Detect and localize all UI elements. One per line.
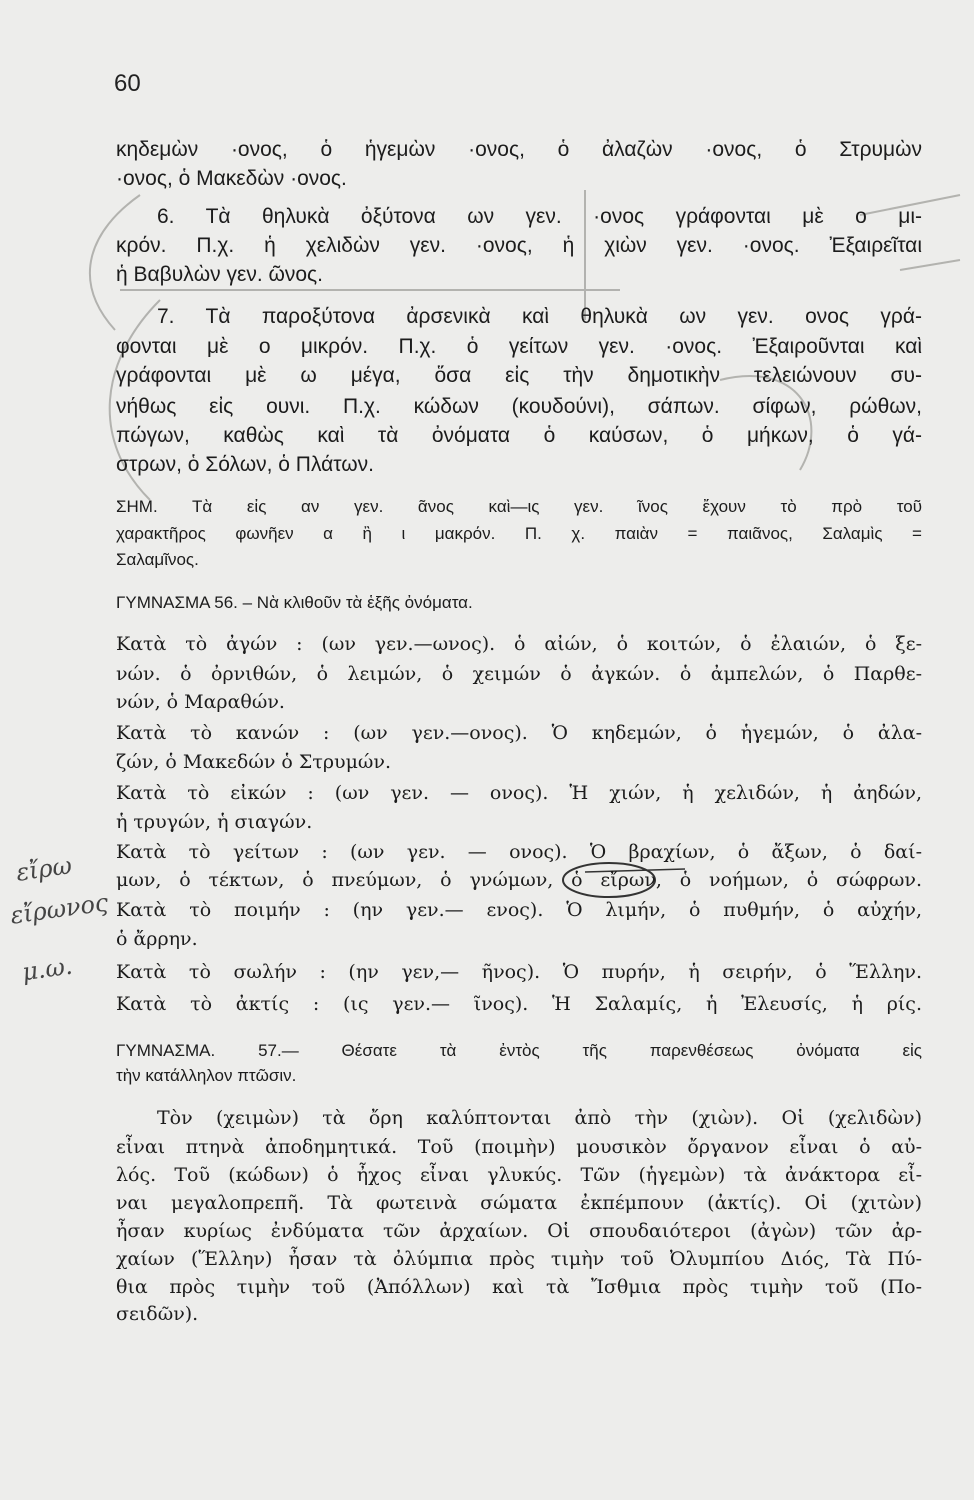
handwritten-note: εἴρω	[14, 851, 74, 887]
declension-line: Κατὰ τὸ ἀκτίς : (ις γεν.— ῖνος). Ἡ Σαλαμίς, ἡ Ἐλευσίς, ἡ ρίς.	[116, 993, 922, 1015]
exercise-text: χαίων (Ἕλλην) ἦσαν τὰ ὀλύμπια πρὸς τιμὴν τοῦ Ὀλυμπίου Διός, Τὰ Πύ-	[116, 1248, 922, 1270]
declension-line: ὁ ἄρρην.	[116, 928, 198, 950]
exercise-text: ἦσαν κυρίως ἐνδύματα τῶν ἀρχαίων. Οἱ σπουδαιότεροι (ἀγὼν) τῶν ἀρ-	[116, 1220, 922, 1242]
declension-line: μων, ὁ τέκτων, ὁ πνεύμων, ὁ γνώμων, ὁ εἴρων, ὁ νοήμων, ὁ σώφρων.	[116, 869, 922, 891]
declension-line: Κατὰ τὸ σωλήν : (ην γεν,— ῆνος). Ὁ πυρήν, ἡ σειρήν, ὁ Ἕλλην.	[116, 961, 922, 983]
declension-line: νών. ὁ ὀρνιθών, ὁ λειμών, ὁ χειμών ὁ ἀγκών. ὁ ἀμπελών, ὁ Παρθε-	[116, 663, 922, 685]
exercise-text: λός. Τοῦ (κώδων) ὁ ἦχος εἶναι γλυκύς. Τῶν (ἡγεμὼν) τὰ ἀνάκτορα εἶ-	[116, 1164, 922, 1186]
declension-line: νών, ὁ Μαραθών.	[116, 691, 285, 713]
note-line: Σαλαμῖνος.	[116, 550, 199, 569]
page-number: 60	[114, 70, 141, 97]
declension-line: Κατὰ τὸ εἰκών : (ων γεν. — ονος). Ἡ χιών, ἡ χελιδών, ἡ ἀηδών,	[116, 782, 922, 804]
exercise-text: ναι μεγαλοπρεπῆ. Τὰ φωτεινὰ σώματα ἐκπέμπουν (ἀκτίς). Οἱ (χιτὼν)	[116, 1192, 922, 1214]
text-line: στρων, ὁ Σόλων, ὁ Πλάτων.	[116, 453, 375, 476]
exercise-text: σειδῶν).	[116, 1303, 199, 1325]
exercise-heading: ΓΥΜΝΑΣΜΑ 56. – Νὰ κλιθοῦν τὰ ἑξῆς ὀνόματα.	[116, 593, 473, 612]
declension-line: Κατὰ τὸ ἀγών : (ων γεν.—ωνος). ὁ αἰών, ὁ κοιτών, ὁ ἐλαιών, ὁ ξε-	[116, 633, 922, 655]
text-line: 7. Τὰ παροξύτονα ἀρσενικὰ καὶ θηλυκὰ ων γεν. ονος γρά-	[157, 305, 922, 328]
exercise-text: θια πρὸς τιμὴν τοῦ (Ἀπόλλων) καὶ τὰ Ἴσθμια πρὸς τιμὴν τοῦ (Πο-	[116, 1276, 922, 1298]
exercise-heading: ΓΥΜΝΑΣΜΑ. 57.— Θέσατε τὰ ἐντὸς τῆς παρενθέσεως ὀνόματα εἰς	[116, 1041, 922, 1060]
handwritten-note: εἴρωνος	[8, 888, 110, 930]
text-line: κηδεμὼν ·ονος, ὁ ἡγεμὼν ·ονος, ὁ ἀλαζὼν ·ονος, ὁ Στρυμὼν	[116, 138, 922, 161]
declension-line: Κατὰ τὸ κανών : (ων γεν.—ονος). Ὁ κηδεμών, ὁ ἡγεμών, ὁ ἀλα-	[116, 722, 922, 744]
declension-line: Κατὰ τὸ ποιμήν : (ην γεν.— ενος). Ὁ λιμήν, ὁ πυθμήν, ὁ αὐχήν,	[116, 899, 922, 921]
declension-line: Κατὰ τὸ γείτων : (ων γεν. — ονος). Ὁ βραχίων, ὁ ἄξων, ὁ δαί-	[116, 841, 922, 863]
text-line: γράφονται μὲ ω μέγα, ὅσα εἰς τὴν δημοτικὴν τελειώνουν συ-	[116, 364, 922, 387]
text-line: φονται μὲ ο μικρόν. Π.χ. ὁ γείτων γεν. ·ονος. Ἐξαιροῦνται καὶ	[116, 335, 922, 358]
declension-line: ζών, ὁ Μακεδών ὁ Στρυμών.	[116, 751, 391, 773]
text-line: ἡ Βαβυλὼν γεν. ῶνος.	[116, 263, 324, 286]
text-line: πώγων, καθὼς καὶ τὰ ὀνόματα ὁ καύσων, ὁ μήκων, ὁ γά-	[116, 424, 922, 447]
exercise-line: τὴν κατάλληλον πτῶσιν.	[116, 1066, 297, 1085]
text-line: ·ονος, ὁ Μακεδὼν ·ονος.	[116, 167, 347, 190]
exercise-text: Τὸν (χειμὼν) τὰ ὄρη καλύπτονται ἀπὸ τὴν (χιὼν). Οἱ (χελιδὼν)	[157, 1107, 922, 1129]
text-line: νήθως εἰς ουνι. Π.χ. κώδων (κουδούνι), σάπων. σίφων, ρώθων,	[116, 395, 922, 418]
note-line: χαρακτῆρος φωνῆεν α ἢ ι μακρόν. Π. χ. παιὰν = παιᾶνος, Σαλαμὶς =	[116, 524, 922, 543]
declension-line: ἡ τρυγών, ἡ σιαγών.	[116, 811, 313, 833]
handwritten-note: μ.ω.	[20, 951, 75, 987]
text-line: κρόν. Π.χ. ἡ χελιδὼν γεν. ·ονος, ἡ χιὼν γεν. ·ονος. Ἐξαιρεῖται	[116, 234, 922, 257]
text-line: 6. Τὰ θηλυκὰ ὀξύτονα ων γεν. ·ονος γράφονται μὲ ο μι-	[157, 205, 922, 228]
note-line: ΣΗΜ. Τὰ εἰς αν γεν. ᾶνος καὶ—ις γεν. ῖνος ἔχουν τὸ πρὸ τοῦ	[116, 497, 922, 516]
exercise-text: εἶναι πτηνὰ ἀποδημητικά. Τοῦ (ποιμὴν) μουσικὸν ὄργανον εἶναι ὁ αὐ-	[116, 1136, 922, 1158]
